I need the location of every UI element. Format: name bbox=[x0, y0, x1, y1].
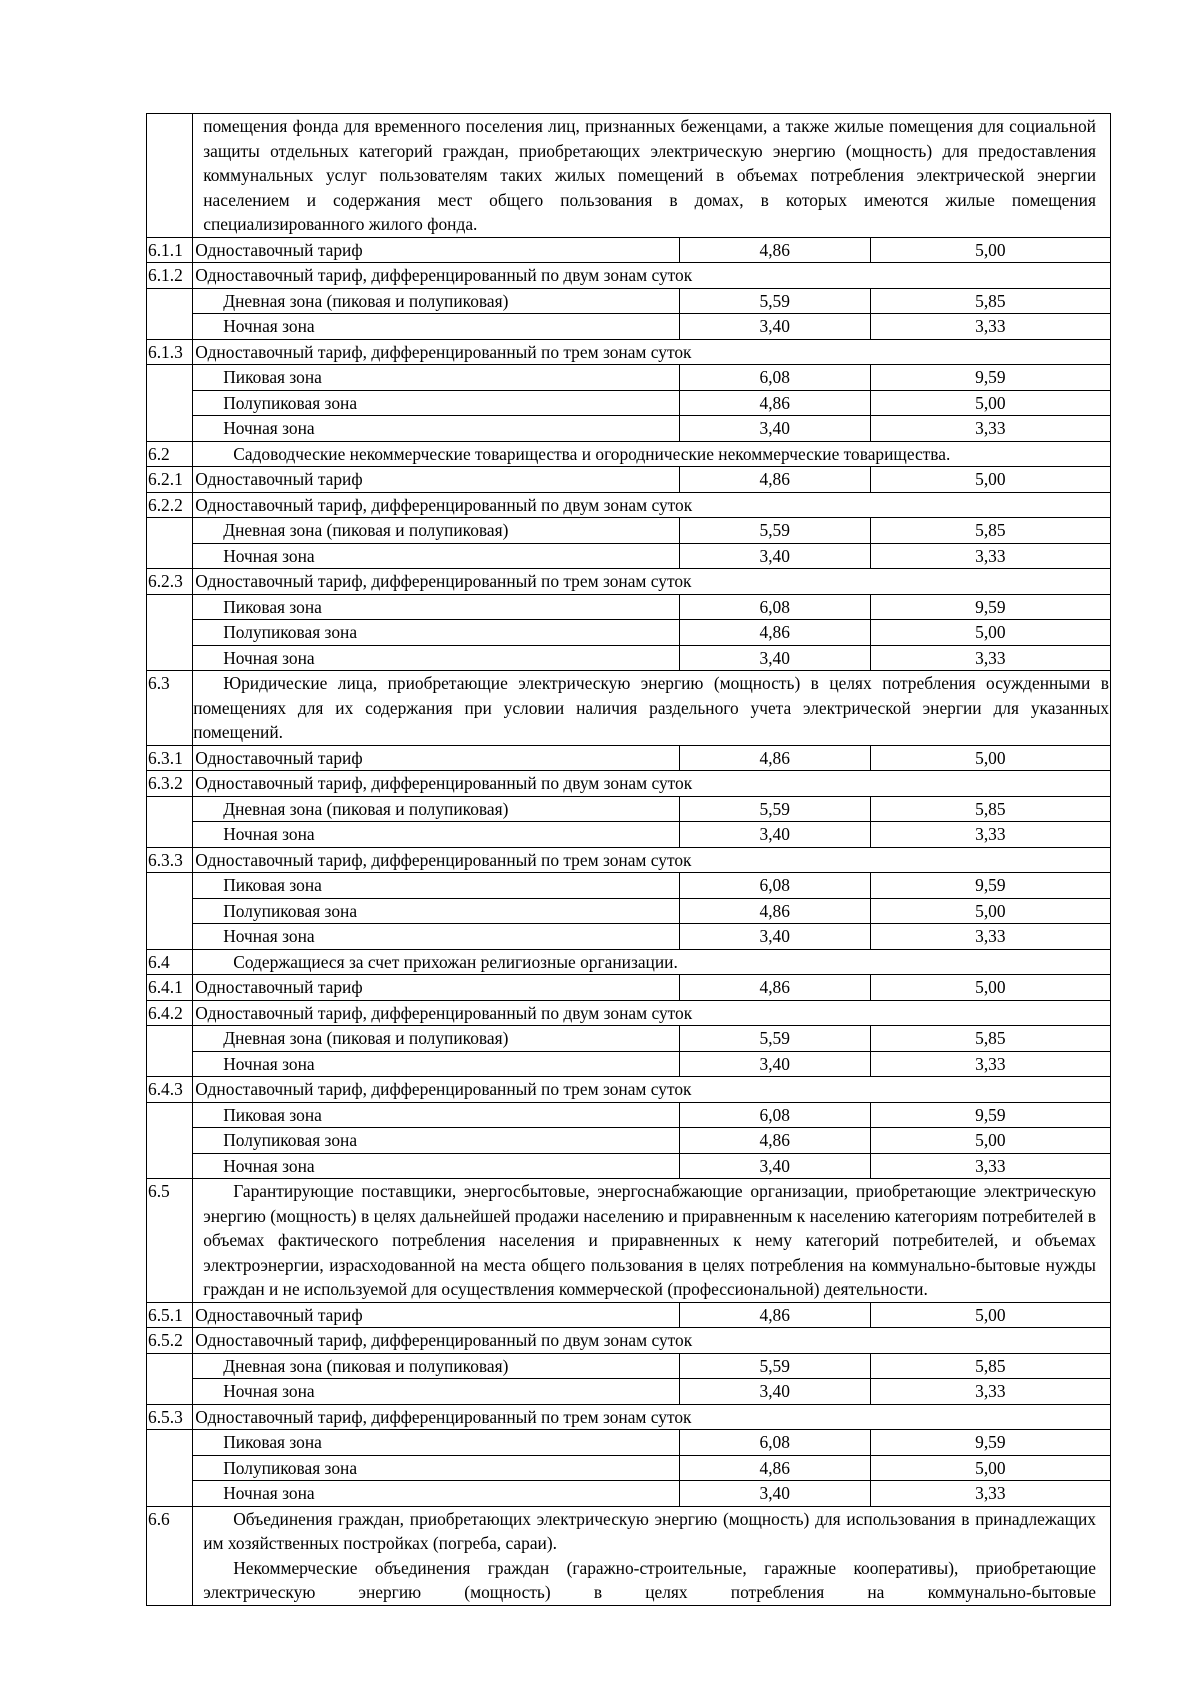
value-col-2: 5,00 bbox=[870, 1302, 1110, 1328]
value-col-1: 3,40 bbox=[679, 645, 870, 671]
value-col-1: 4,86 bbox=[679, 898, 870, 924]
value-col-2: 5,00 bbox=[870, 237, 1110, 263]
value-col-1: 5,59 bbox=[679, 518, 870, 544]
row-number: 6.2 bbox=[147, 441, 193, 467]
table-row bbox=[147, 924, 1111, 950]
value-col-1: 6,08 bbox=[679, 1102, 870, 1128]
zone-name: Полупиковая зона bbox=[193, 390, 680, 416]
zone-name: Пиковая зона bbox=[193, 594, 680, 620]
table-row bbox=[147, 949, 1111, 975]
value-col-1: 4,86 bbox=[679, 620, 870, 646]
table-row bbox=[147, 263, 1111, 289]
table-row bbox=[147, 1000, 1111, 1026]
value-col-1: 4,86 bbox=[679, 1302, 870, 1328]
row-number bbox=[147, 873, 193, 950]
category-description: Объединения граждан, приобретающих электрическую энергию (мощность) для использования в принадлежащих им хозяйственных постройках (погреба, сараи). Некоммерческие объединения граждан (гаражно-строительные, гаражные кооперативы), приобретающие электрическую энергию (мощность) в целях потребления на коммунально-бытовые bbox=[193, 1506, 1111, 1605]
zone-name: Полупиковая зона bbox=[193, 898, 680, 924]
row-number: 6.5.1 bbox=[147, 1302, 193, 1328]
zone-name: Дневная зона (пиковая и полупиковая) bbox=[193, 288, 680, 314]
row-number: 6.1.3 bbox=[147, 339, 193, 365]
table-row bbox=[147, 1506, 1111, 1605]
table-row bbox=[147, 1077, 1111, 1103]
value-col-2: 5,85 bbox=[870, 796, 1110, 822]
value-col-1: 5,59 bbox=[679, 1353, 870, 1379]
row-number: 6.4.1 bbox=[147, 975, 193, 1001]
table-row bbox=[147, 1455, 1111, 1481]
value-col-2: 5,00 bbox=[870, 467, 1110, 493]
value-col-1: 6,08 bbox=[679, 365, 870, 391]
zone-name: Дневная зона (пиковая и полупиковая) bbox=[193, 796, 680, 822]
table-row bbox=[147, 543, 1111, 569]
table-row bbox=[147, 1051, 1111, 1077]
row-number: 6.2.3 bbox=[147, 569, 193, 595]
row-number bbox=[147, 114, 193, 238]
table-row bbox=[147, 365, 1111, 391]
value-col-2: 9,59 bbox=[870, 594, 1110, 620]
value-col-1: 3,40 bbox=[679, 543, 870, 569]
zone-name: Ночная зона bbox=[193, 1153, 680, 1179]
row-number bbox=[147, 594, 193, 671]
value-col-2: 3,33 bbox=[870, 822, 1110, 848]
table-row bbox=[147, 467, 1111, 493]
row-number: 6.4 bbox=[147, 949, 193, 975]
category-description: помещения фонда для временного поселения лиц, признанных беженцами, а также жилые помещения для социальной защиты отдельных категорий граждан, приобретающих электрическую энергию (мощность) для предоставления коммунальных услуг пользователям таких жилых помещений в объемах потребления электрической энергии населением и содержания мест общего пользования в домах, в которых имеются жилые помещения специализированного жилого фонда. bbox=[193, 114, 1111, 238]
table-row bbox=[147, 645, 1111, 671]
category-description: Гарантирующие поставщики, энергосбытовые, энергоснабжающие организации, приобретающие электрическую энергию (мощность) в целях дальнейшей продажи населению и приравненным к населению категориям потребителей в объемах фактического потребления населения и приравненных к нему категорий потребителей, и объемах электроэнергии, израсходованной на места общего пользования в целях потребления на коммунально-бытовые нужды граждан и не используемой для осуществления коммерческой (профессиональной) деятельности. bbox=[193, 1179, 1111, 1303]
value-col-2: 9,59 bbox=[870, 1430, 1110, 1456]
table-row bbox=[147, 1328, 1111, 1354]
table-row bbox=[147, 1026, 1111, 1052]
table-row bbox=[147, 745, 1111, 771]
row-number: 6.1.1 bbox=[147, 237, 193, 263]
value-col-2: 5,00 bbox=[870, 1455, 1110, 1481]
tariff-name: Одноставочный тариф, дифференцированный по трем зонам суток bbox=[193, 569, 1111, 595]
table-row bbox=[147, 1404, 1111, 1430]
value-col-2: 3,33 bbox=[870, 1481, 1110, 1507]
row-number: 6.5.3 bbox=[147, 1404, 193, 1430]
zone-name: Ночная зона bbox=[193, 1051, 680, 1077]
value-col-2: 5,00 bbox=[870, 898, 1110, 924]
table-row bbox=[147, 441, 1111, 467]
table-row bbox=[147, 1481, 1111, 1507]
zone-name: Ночная зона bbox=[193, 314, 680, 340]
table-row bbox=[147, 873, 1111, 899]
table-row bbox=[147, 288, 1111, 314]
value-col-2: 5,00 bbox=[870, 390, 1110, 416]
row-number: 6.1.2 bbox=[147, 263, 193, 289]
tariff-name: Одноставочный тариф, дифференцированный по двум зонам суток bbox=[193, 263, 1111, 289]
value-col-1: 5,59 bbox=[679, 288, 870, 314]
table-row bbox=[147, 620, 1111, 646]
value-col-1: 4,86 bbox=[679, 975, 870, 1001]
table-row bbox=[147, 1102, 1111, 1128]
zone-name: Дневная зона (пиковая и полупиковая) bbox=[193, 1026, 680, 1052]
tariff-name: Одноставочный тариф bbox=[193, 467, 680, 493]
table-row bbox=[147, 898, 1111, 924]
table-row bbox=[147, 594, 1111, 620]
value-col-1: 3,40 bbox=[679, 822, 870, 848]
zone-name: Дневная зона (пиковая и полупиковая) bbox=[193, 518, 680, 544]
value-col-2: 5,85 bbox=[870, 518, 1110, 544]
table-row bbox=[147, 1302, 1111, 1328]
tariff-name: Одноставочный тариф bbox=[193, 237, 680, 263]
zone-name: Ночная зона bbox=[193, 924, 680, 950]
table-row bbox=[147, 237, 1111, 263]
row-number bbox=[147, 796, 193, 847]
value-col-2: 3,33 bbox=[870, 416, 1110, 442]
table-row bbox=[147, 847, 1111, 873]
table-row bbox=[147, 1128, 1111, 1154]
table-row bbox=[147, 390, 1111, 416]
value-col-2: 3,33 bbox=[870, 924, 1110, 950]
row-number: 6.2.2 bbox=[147, 492, 193, 518]
row-number bbox=[147, 365, 193, 442]
zone-name: Пиковая зона bbox=[193, 1430, 680, 1456]
value-col-1: 4,86 bbox=[679, 1128, 870, 1154]
tariff-table bbox=[146, 113, 1111, 1606]
row-number bbox=[147, 288, 193, 339]
tariff-name: Одноставочный тариф, дифференцированный по двум зонам суток bbox=[193, 1000, 1111, 1026]
row-number: 6.3 bbox=[147, 671, 193, 746]
value-col-1: 6,08 bbox=[679, 594, 870, 620]
value-col-1: 3,40 bbox=[679, 924, 870, 950]
zone-name: Полупиковая зона bbox=[193, 1455, 680, 1481]
row-number: 6.2.1 bbox=[147, 467, 193, 493]
category-description: Юридические лица, приобретающие электрическую энергию (мощность) в целях потребления осужденными в помещениях для их содержания при условии наличия раздельного учета электрической энергии для указанных помещений. bbox=[193, 671, 1111, 746]
value-col-2: 5,00 bbox=[870, 745, 1110, 771]
zone-name: Ночная зона bbox=[193, 543, 680, 569]
value-col-1: 3,40 bbox=[679, 416, 870, 442]
zone-name: Полупиковая зона bbox=[193, 620, 680, 646]
zone-name: Пиковая зона bbox=[193, 873, 680, 899]
value-col-1: 3,40 bbox=[679, 1379, 870, 1405]
table-row bbox=[147, 1430, 1111, 1456]
value-col-2: 5,85 bbox=[870, 288, 1110, 314]
table-row bbox=[147, 114, 1111, 238]
value-col-2: 3,33 bbox=[870, 543, 1110, 569]
value-col-2: 5,00 bbox=[870, 620, 1110, 646]
row-number: 6.3.1 bbox=[147, 745, 193, 771]
zone-name: Ночная зона bbox=[193, 1379, 680, 1405]
value-col-1: 3,40 bbox=[679, 1481, 870, 1507]
value-col-2: 9,59 bbox=[870, 1102, 1110, 1128]
row-number: 6.6 bbox=[147, 1506, 193, 1605]
value-col-2: 3,33 bbox=[870, 1153, 1110, 1179]
zone-name: Ночная зона bbox=[193, 1481, 680, 1507]
table-row bbox=[147, 492, 1111, 518]
value-col-2: 3,33 bbox=[870, 1051, 1110, 1077]
row-number: 6.3.2 bbox=[147, 771, 193, 797]
table-row bbox=[147, 339, 1111, 365]
tariff-name: Одноставочный тариф, дифференцированный по двум зонам суток bbox=[193, 492, 1111, 518]
value-col-2: 5,00 bbox=[870, 975, 1110, 1001]
value-col-2: 5,85 bbox=[870, 1026, 1110, 1052]
tariff-name: Одноставочный тариф, дифференцированный по трем зонам суток bbox=[193, 1077, 1111, 1103]
tariff-name: Одноставочный тариф, дифференцированный по трем зонам суток bbox=[193, 339, 1111, 365]
row-number: 6.4.2 bbox=[147, 1000, 193, 1026]
value-col-1: 3,40 bbox=[679, 314, 870, 340]
value-col-2: 5,85 bbox=[870, 1353, 1110, 1379]
zone-name: Ночная зона bbox=[193, 416, 680, 442]
table-row bbox=[147, 671, 1111, 746]
value-col-1: 5,59 bbox=[679, 796, 870, 822]
zone-name: Ночная зона bbox=[193, 822, 680, 848]
table-row bbox=[147, 314, 1111, 340]
table-row bbox=[147, 416, 1111, 442]
zone-name: Ночная зона bbox=[193, 645, 680, 671]
table-row bbox=[147, 796, 1111, 822]
value-col-1: 6,08 bbox=[679, 873, 870, 899]
zone-name: Пиковая зона bbox=[193, 1102, 680, 1128]
row-number: 6.5 bbox=[147, 1179, 193, 1303]
row-number: 6.4.3 bbox=[147, 1077, 193, 1103]
table-row bbox=[147, 975, 1111, 1001]
table-row bbox=[147, 822, 1111, 848]
value-col-2: 9,59 bbox=[870, 365, 1110, 391]
tariff-name: Одноставочный тариф, дифференцированный по двум зонам суток bbox=[193, 771, 1111, 797]
value-col-1: 4,86 bbox=[679, 237, 870, 263]
value-col-1: 5,59 bbox=[679, 1026, 870, 1052]
table-row bbox=[147, 518, 1111, 544]
value-col-1: 4,86 bbox=[679, 390, 870, 416]
value-col-2: 3,33 bbox=[870, 314, 1110, 340]
value-col-1: 4,86 bbox=[679, 467, 870, 493]
zone-name: Полупиковая зона bbox=[193, 1128, 680, 1154]
row-number bbox=[147, 1102, 193, 1179]
tariff-name: Одноставочный тариф, дифференцированный по двум зонам суток bbox=[193, 1328, 1111, 1354]
tariff-name: Одноставочный тариф bbox=[193, 745, 680, 771]
tariff-name: Одноставочный тариф bbox=[193, 1302, 680, 1328]
row-number bbox=[147, 518, 193, 569]
category-description: Содержащиеся за счет прихожан религиозные организации. bbox=[193, 949, 1111, 975]
value-col-1: 4,86 bbox=[679, 1455, 870, 1481]
value-col-1: 3,40 bbox=[679, 1153, 870, 1179]
table-row bbox=[147, 569, 1111, 595]
row-number: 6.5.2 bbox=[147, 1328, 193, 1354]
table-row bbox=[147, 1379, 1111, 1405]
table-row bbox=[147, 1179, 1111, 1303]
value-col-1: 6,08 bbox=[679, 1430, 870, 1456]
value-col-1: 3,40 bbox=[679, 1051, 870, 1077]
tariff-name: Одноставочный тариф, дифференцированный по трем зонам суток bbox=[193, 847, 1111, 873]
table-row bbox=[147, 771, 1111, 797]
row-number bbox=[147, 1430, 193, 1507]
value-col-2: 3,33 bbox=[870, 1379, 1110, 1405]
row-number: 6.3.3 bbox=[147, 847, 193, 873]
category-description: Садоводческие некоммерческие товарищества и огороднические некоммерческие товарищества. bbox=[193, 441, 1111, 467]
row-number bbox=[147, 1353, 193, 1404]
zone-name: Пиковая зона bbox=[193, 365, 680, 391]
value-col-1: 4,86 bbox=[679, 745, 870, 771]
value-col-2: 3,33 bbox=[870, 645, 1110, 671]
zone-name: Дневная зона (пиковая и полупиковая) bbox=[193, 1353, 680, 1379]
tariff-name: Одноставочный тариф, дифференцированный по трем зонам суток bbox=[193, 1404, 1111, 1430]
row-number bbox=[147, 1026, 193, 1077]
tariff-name: Одноставочный тариф bbox=[193, 975, 680, 1001]
value-col-2: 9,59 bbox=[870, 873, 1110, 899]
value-col-2: 5,00 bbox=[870, 1128, 1110, 1154]
table-row bbox=[147, 1153, 1111, 1179]
table-row bbox=[147, 1353, 1111, 1379]
